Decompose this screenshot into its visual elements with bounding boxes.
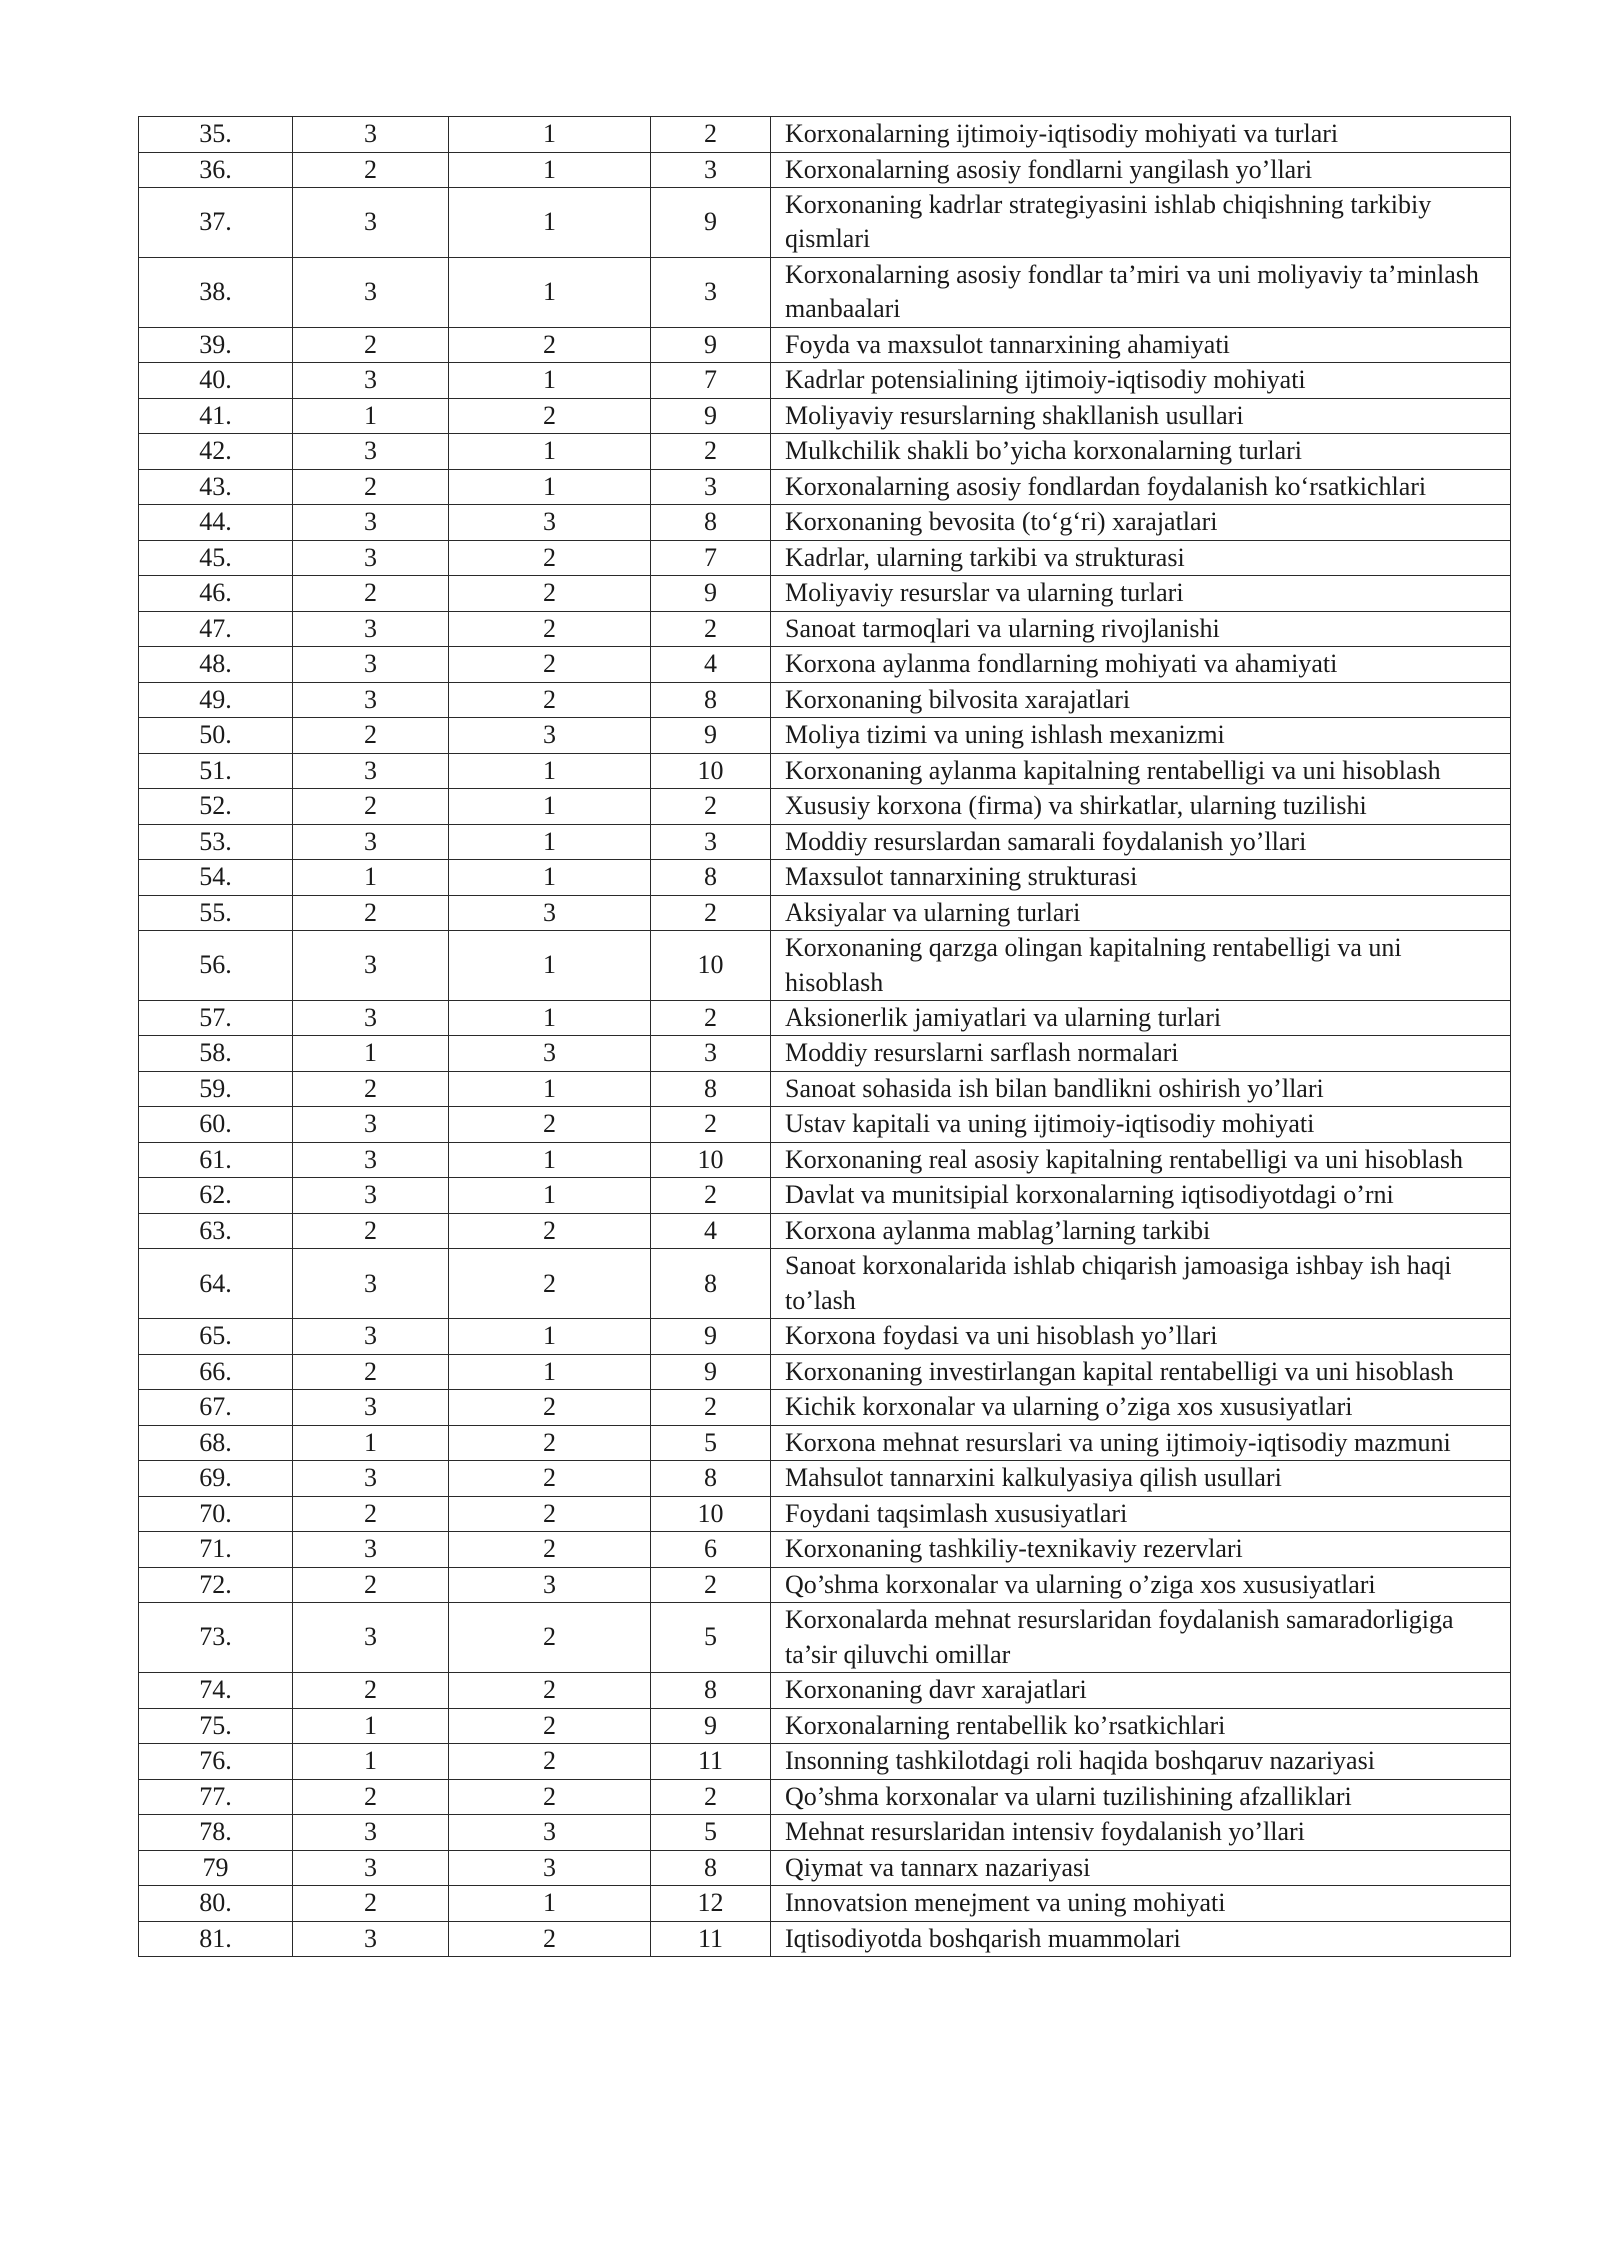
column-c-cell: 8 <box>651 682 771 718</box>
column-a-cell: 1 <box>293 398 449 434</box>
column-a-cell: 3 <box>293 1107 449 1143</box>
table-row <box>139 1142 1511 1178</box>
topic-cell: Moliyaviy resurslar va ularning turlari <box>771 576 1511 612</box>
row-number-cell: 80. <box>139 1886 293 1922</box>
row-number-cell: 78. <box>139 1815 293 1851</box>
column-b-cell: 1 <box>449 860 651 896</box>
column-c-cell: 2 <box>651 1107 771 1143</box>
column-a-cell: 1 <box>293 860 449 896</box>
topic-cell: Iqtisodiyotda boshqarish muammolari <box>771 1921 1511 1957</box>
column-b-cell: 3 <box>449 1850 651 1886</box>
column-c-cell: 2 <box>651 434 771 470</box>
column-b-cell: 2 <box>449 327 651 363</box>
topic-cell: Mulkchilik shakli bo’yicha korxonalarning turlari <box>771 434 1511 470</box>
row-number-cell: 74. <box>139 1673 293 1709</box>
topic-cell: Korxonaning tashkiliy-texnikaviy rezervlari <box>771 1532 1511 1568</box>
column-c-cell: 11 <box>651 1921 771 1957</box>
column-c-cell: 3 <box>651 824 771 860</box>
column-b-cell: 1 <box>449 753 651 789</box>
topic-cell: Moliya tizimi va uning ishlash mexanizmi <box>771 718 1511 754</box>
row-number-cell: 44. <box>139 505 293 541</box>
table-row <box>139 824 1511 860</box>
row-number-cell: 41. <box>139 398 293 434</box>
column-c-cell: 8 <box>651 1461 771 1497</box>
row-number-cell: 73. <box>139 1603 293 1673</box>
table-row <box>139 1107 1511 1143</box>
table-row <box>139 1425 1511 1461</box>
table-row <box>139 257 1511 327</box>
column-b-cell: 3 <box>449 1815 651 1851</box>
table-body <box>139 117 1511 1957</box>
column-b-cell: 1 <box>449 257 651 327</box>
column-b-cell: 1 <box>449 1319 651 1355</box>
column-c-cell: 7 <box>651 540 771 576</box>
row-number-cell: 39. <box>139 327 293 363</box>
column-b-cell: 2 <box>449 1107 651 1143</box>
row-number-cell: 37. <box>139 188 293 258</box>
table-row <box>139 789 1511 825</box>
column-a-cell: 2 <box>293 1213 449 1249</box>
column-a-cell: 3 <box>293 931 449 1001</box>
table-row <box>139 469 1511 505</box>
column-c-cell: 6 <box>651 1532 771 1568</box>
topic-cell: Aksiyalar va ularning turlari <box>771 895 1511 931</box>
row-number-cell: 47. <box>139 611 293 647</box>
row-number-cell: 77. <box>139 1779 293 1815</box>
row-number-cell: 35. <box>139 117 293 153</box>
column-b-cell: 2 <box>449 647 651 683</box>
row-number-cell: 81. <box>139 1921 293 1957</box>
column-c-cell: 10 <box>651 931 771 1001</box>
column-a-cell: 2 <box>293 327 449 363</box>
column-b-cell: 2 <box>449 1461 651 1497</box>
table-row <box>139 1708 1511 1744</box>
column-b-cell: 1 <box>449 152 651 188</box>
column-b-cell: 2 <box>449 576 651 612</box>
column-b-cell: 1 <box>449 1178 651 1214</box>
column-b-cell: 1 <box>449 1354 651 1390</box>
topic-cell: Kadrlar potensialining ijtimoiy-iqtisodiy mohiyati <box>771 363 1511 399</box>
topic-cell: Korxonalarda mehnat resurslaridan foydalanish samaradorligiga ta’sir qiluvchi omillar <box>771 1603 1511 1673</box>
row-number-cell: 59. <box>139 1071 293 1107</box>
column-b-cell: 2 <box>449 398 651 434</box>
table-row <box>139 1249 1511 1319</box>
table-row <box>139 188 1511 258</box>
column-c-cell: 7 <box>651 363 771 399</box>
topic-cell: Mahsulot tannarxini kalkulyasiya qilish usullari <box>771 1461 1511 1497</box>
column-a-cell: 3 <box>293 257 449 327</box>
column-b-cell: 3 <box>449 1567 651 1603</box>
row-number-cell: 67. <box>139 1390 293 1426</box>
column-a-cell: 2 <box>293 152 449 188</box>
topic-cell: Korxonaning qarzga olingan kapitalning rentabelligi va uni hisoblash <box>771 931 1511 1001</box>
topic-cell: Korxonalarning rentabellik ko’rsatkichlari <box>771 1708 1511 1744</box>
topic-cell: Aksionerlik jamiyatlari va ularning turlari <box>771 1000 1511 1036</box>
column-a-cell: 2 <box>293 1673 449 1709</box>
topic-cell: Korxona mehnat resurslari va uning ijtimoiy-iqtisodiy mazmuni <box>771 1425 1511 1461</box>
topic-cell: Korxona aylanma fondlarning mohiyati va ahamiyati <box>771 647 1511 683</box>
column-a-cell: 3 <box>293 434 449 470</box>
column-a-cell: 3 <box>293 363 449 399</box>
column-c-cell: 11 <box>651 1744 771 1780</box>
column-c-cell: 2 <box>651 1567 771 1603</box>
column-a-cell: 3 <box>293 611 449 647</box>
column-c-cell: 2 <box>651 895 771 931</box>
table-row <box>139 1886 1511 1922</box>
column-a-cell: 3 <box>293 647 449 683</box>
table-row <box>139 753 1511 789</box>
column-b-cell: 1 <box>449 931 651 1001</box>
table-row <box>139 1850 1511 1886</box>
row-number-cell: 42. <box>139 434 293 470</box>
table-row <box>139 117 1511 153</box>
table-row <box>139 895 1511 931</box>
topic-cell: Korxonaning bevosita (to‘g‘ri) xarajatlari <box>771 505 1511 541</box>
table-row <box>139 1567 1511 1603</box>
row-number-cell: 71. <box>139 1532 293 1568</box>
column-a-cell: 2 <box>293 1496 449 1532</box>
topic-cell: Sanoat tarmoqlari va ularning rivojlanishi <box>771 611 1511 647</box>
row-number-cell: 54. <box>139 860 293 896</box>
row-number-cell: 43. <box>139 469 293 505</box>
column-a-cell: 3 <box>293 1461 449 1497</box>
column-c-cell: 3 <box>651 1036 771 1072</box>
column-b-cell: 2 <box>449 1249 651 1319</box>
table-row <box>139 1496 1511 1532</box>
column-c-cell: 2 <box>651 1178 771 1214</box>
row-number-cell: 38. <box>139 257 293 327</box>
topic-cell: Korxonaning aylanma kapitalning rentabelligi va uni hisoblash <box>771 753 1511 789</box>
column-b-cell: 2 <box>449 1921 651 1957</box>
column-c-cell: 9 <box>651 576 771 612</box>
column-a-cell: 3 <box>293 1390 449 1426</box>
column-a-cell: 2 <box>293 789 449 825</box>
topic-cell: Davlat va munitsipial korxonalarning iqtisodiyotdagi o’rni <box>771 1178 1511 1214</box>
column-b-cell: 2 <box>449 1779 651 1815</box>
table-row <box>139 434 1511 470</box>
column-b-cell: 2 <box>449 682 651 718</box>
topic-cell: Korxonalarning asosiy fondlardan foydalanish ko‘rsatkichlari <box>771 469 1511 505</box>
row-number-cell: 76. <box>139 1744 293 1780</box>
column-a-cell: 1 <box>293 1744 449 1780</box>
row-number-cell: 66. <box>139 1354 293 1390</box>
topic-cell: Foyda va maxsulot tannarxining ahamiyati <box>771 327 1511 363</box>
topic-cell: Korxonalarning asosiy fondlarni yangilash yo’llari <box>771 152 1511 188</box>
column-c-cell: 9 <box>651 1319 771 1355</box>
table-row <box>139 1603 1511 1673</box>
row-number-cell: 64. <box>139 1249 293 1319</box>
table-row <box>139 1744 1511 1780</box>
column-c-cell: 9 <box>651 327 771 363</box>
table-row <box>139 1071 1511 1107</box>
table-row <box>139 1213 1511 1249</box>
column-c-cell: 8 <box>651 860 771 896</box>
row-number-cell: 51. <box>139 753 293 789</box>
column-c-cell: 2 <box>651 1390 771 1426</box>
column-b-cell: 2 <box>449 540 651 576</box>
column-b-cell: 1 <box>449 469 651 505</box>
column-a-cell: 3 <box>293 1603 449 1673</box>
column-c-cell: 8 <box>651 1249 771 1319</box>
column-c-cell: 3 <box>651 469 771 505</box>
column-c-cell: 8 <box>651 1673 771 1709</box>
row-number-cell: 72. <box>139 1567 293 1603</box>
topic-cell: Innovatsion menejment va uning mohiyati <box>771 1886 1511 1922</box>
topic-cell: Korxonalarning ijtimoiy-iqtisodiy mohiyati va turlari <box>771 117 1511 153</box>
column-b-cell: 2 <box>449 1708 651 1744</box>
column-c-cell: 9 <box>651 188 771 258</box>
column-a-cell: 2 <box>293 1071 449 1107</box>
column-a-cell: 3 <box>293 682 449 718</box>
column-b-cell: 1 <box>449 1000 651 1036</box>
table-row <box>139 505 1511 541</box>
table-row <box>139 363 1511 399</box>
row-number-cell: 70. <box>139 1496 293 1532</box>
topic-cell: Korxona aylanma mablag’larning tarkibi <box>771 1213 1511 1249</box>
topic-cell: Mehnat resurslaridan intensiv foydalanish yo’llari <box>771 1815 1511 1851</box>
questions-table <box>138 116 1511 1957</box>
table-row <box>139 682 1511 718</box>
row-number-cell: 63. <box>139 1213 293 1249</box>
column-c-cell: 2 <box>651 611 771 647</box>
row-number-cell: 60. <box>139 1107 293 1143</box>
column-c-cell: 8 <box>651 1850 771 1886</box>
column-b-cell: 2 <box>449 1673 651 1709</box>
table-row <box>139 152 1511 188</box>
topic-cell: Maxsulot tannarxining strukturasi <box>771 860 1511 896</box>
topic-cell: Kichik korxonalar va ularning o’ziga xos xususiyatlari <box>771 1390 1511 1426</box>
column-a-cell: 2 <box>293 895 449 931</box>
column-a-cell: 1 <box>293 1425 449 1461</box>
row-number-cell: 50. <box>139 718 293 754</box>
row-number-cell: 48. <box>139 647 293 683</box>
column-a-cell: 3 <box>293 505 449 541</box>
table-row <box>139 398 1511 434</box>
table-row <box>139 327 1511 363</box>
column-a-cell: 2 <box>293 718 449 754</box>
column-c-cell: 8 <box>651 1071 771 1107</box>
table-row <box>139 1673 1511 1709</box>
table-row <box>139 1461 1511 1497</box>
table-row <box>139 1036 1511 1072</box>
topic-cell: Ustav kapitali va uning ijtimoiy-iqtisodiy mohiyati <box>771 1107 1511 1143</box>
topic-cell: Korxona foydasi va uni hisoblash yo’llari <box>771 1319 1511 1355</box>
column-b-cell: 1 <box>449 188 651 258</box>
column-a-cell: 2 <box>293 576 449 612</box>
row-number-cell: 69. <box>139 1461 293 1497</box>
column-c-cell: 2 <box>651 1779 771 1815</box>
column-c-cell: 2 <box>651 1000 771 1036</box>
row-number-cell: 65. <box>139 1319 293 1355</box>
column-b-cell: 1 <box>449 824 651 860</box>
row-number-cell: 45. <box>139 540 293 576</box>
column-b-cell: 1 <box>449 117 651 153</box>
topic-cell: Qo’shma korxonalar va ularning o’ziga xos xususiyatlari <box>771 1567 1511 1603</box>
column-c-cell: 10 <box>651 1142 771 1178</box>
row-number-cell: 53. <box>139 824 293 860</box>
column-a-cell: 3 <box>293 1532 449 1568</box>
row-number-cell: 62. <box>139 1178 293 1214</box>
topic-cell: Qiymat va tannarx nazariyasi <box>771 1850 1511 1886</box>
table-row <box>139 1779 1511 1815</box>
column-b-cell: 2 <box>449 1496 651 1532</box>
row-number-cell: 40. <box>139 363 293 399</box>
column-c-cell: 2 <box>651 789 771 825</box>
column-c-cell: 9 <box>651 1354 771 1390</box>
column-a-cell: 2 <box>293 1886 449 1922</box>
column-a-cell: 2 <box>293 1354 449 1390</box>
column-b-cell: 3 <box>449 718 651 754</box>
column-c-cell: 4 <box>651 647 771 683</box>
column-c-cell: 2 <box>651 117 771 153</box>
row-number-cell: 46. <box>139 576 293 612</box>
row-number-cell: 75. <box>139 1708 293 1744</box>
column-b-cell: 3 <box>449 505 651 541</box>
column-b-cell: 1 <box>449 1142 651 1178</box>
column-b-cell: 2 <box>449 1390 651 1426</box>
column-a-cell: 3 <box>293 1319 449 1355</box>
row-number-cell: 79 <box>139 1850 293 1886</box>
column-b-cell: 1 <box>449 789 651 825</box>
topic-cell: Korxonalarning asosiy fondlar ta’miri va uni moliyaviy ta’minlash manbaalari <box>771 257 1511 327</box>
column-c-cell: 9 <box>651 1708 771 1744</box>
row-number-cell: 52. <box>139 789 293 825</box>
table-row <box>139 576 1511 612</box>
topic-cell: Foydani taqsimlash xususiyatlari <box>771 1496 1511 1532</box>
topic-cell: Qo’shma korxonalar va ularni tuzilishining afzalliklari <box>771 1779 1511 1815</box>
topic-cell: Moliyaviy resurslarning shakllanish usullari <box>771 398 1511 434</box>
column-a-cell: 3 <box>293 117 449 153</box>
column-a-cell: 3 <box>293 1249 449 1319</box>
column-a-cell: 3 <box>293 188 449 258</box>
column-a-cell: 3 <box>293 1850 449 1886</box>
table-row <box>139 718 1511 754</box>
column-b-cell: 2 <box>449 1744 651 1780</box>
row-number-cell: 55. <box>139 895 293 931</box>
column-b-cell: 1 <box>449 363 651 399</box>
topic-cell: Moddiy resurslarni sarflash normalari <box>771 1036 1511 1072</box>
topic-cell: Kadrlar, ularning tarkibi va strukturasi <box>771 540 1511 576</box>
row-number-cell: 36. <box>139 152 293 188</box>
topic-cell: Sanoat korxonalarida ishlab chiqarish jamoasiga ishbay ish haqi to’lash <box>771 1249 1511 1319</box>
column-b-cell: 3 <box>449 895 651 931</box>
column-a-cell: 1 <box>293 1036 449 1072</box>
topic-cell: Korxonaning investirlangan kapital rentabelligi va uni hisoblash <box>771 1354 1511 1390</box>
column-c-cell: 9 <box>651 398 771 434</box>
table-row <box>139 1319 1511 1355</box>
topic-cell: Korxonaning davr xarajatlari <box>771 1673 1511 1709</box>
column-c-cell: 9 <box>651 718 771 754</box>
column-b-cell: 1 <box>449 434 651 470</box>
column-a-cell: 3 <box>293 753 449 789</box>
row-number-cell: 56. <box>139 931 293 1001</box>
table-row <box>139 647 1511 683</box>
column-c-cell: 4 <box>651 1213 771 1249</box>
table-row <box>139 1178 1511 1214</box>
topic-cell: Korxonaning kadrlar strategiyasini ishlab chiqishning tarkibiy qismlari <box>771 188 1511 258</box>
column-c-cell: 5 <box>651 1425 771 1461</box>
column-a-cell: 3 <box>293 1921 449 1957</box>
column-a-cell: 1 <box>293 1708 449 1744</box>
topic-cell: Sanoat sohasida ish bilan bandlikni oshirish yo’llari <box>771 1071 1511 1107</box>
table-row <box>139 1354 1511 1390</box>
row-number-cell: 61. <box>139 1142 293 1178</box>
column-a-cell: 3 <box>293 824 449 860</box>
column-b-cell: 3 <box>449 1036 651 1072</box>
row-number-cell: 58. <box>139 1036 293 1072</box>
table-row <box>139 1815 1511 1851</box>
column-c-cell: 3 <box>651 152 771 188</box>
topic-cell: Korxonaning real asosiy kapitalning rentabelligi va uni hisoblash <box>771 1142 1511 1178</box>
column-b-cell: 2 <box>449 1603 651 1673</box>
column-c-cell: 3 <box>651 257 771 327</box>
column-c-cell: 8 <box>651 505 771 541</box>
row-number-cell: 57. <box>139 1000 293 1036</box>
column-c-cell: 10 <box>651 753 771 789</box>
topic-cell: Xususiy korxona (firma) va shirkatlar, ularning tuzilishi <box>771 789 1511 825</box>
column-a-cell: 2 <box>293 1567 449 1603</box>
column-c-cell: 5 <box>651 1603 771 1673</box>
column-b-cell: 2 <box>449 1213 651 1249</box>
table-row <box>139 860 1511 896</box>
table-row <box>139 1390 1511 1426</box>
table-row <box>139 1532 1511 1568</box>
table-row <box>139 540 1511 576</box>
topic-cell: Korxonaning bilvosita xarajatlari <box>771 682 1511 718</box>
topic-cell: Insonning tashkilotdagi roli haqida boshqaruv nazariyasi <box>771 1744 1511 1780</box>
column-a-cell: 3 <box>293 1142 449 1178</box>
table-row <box>139 611 1511 647</box>
column-b-cell: 1 <box>449 1886 651 1922</box>
column-a-cell: 3 <box>293 1000 449 1036</box>
column-b-cell: 2 <box>449 1425 651 1461</box>
column-c-cell: 5 <box>651 1815 771 1851</box>
column-c-cell: 12 <box>651 1886 771 1922</box>
row-number-cell: 68. <box>139 1425 293 1461</box>
column-a-cell: 2 <box>293 1779 449 1815</box>
column-c-cell: 10 <box>651 1496 771 1532</box>
table-row <box>139 1000 1511 1036</box>
table-row <box>139 931 1511 1001</box>
column-a-cell: 2 <box>293 469 449 505</box>
table-row <box>139 1921 1511 1957</box>
topic-cell: Moddiy resurslardan samarali foydalanish yo’llari <box>771 824 1511 860</box>
column-b-cell: 2 <box>449 1532 651 1568</box>
column-a-cell: 3 <box>293 540 449 576</box>
row-number-cell: 49. <box>139 682 293 718</box>
column-a-cell: 3 <box>293 1178 449 1214</box>
column-a-cell: 3 <box>293 1815 449 1851</box>
column-b-cell: 1 <box>449 1071 651 1107</box>
column-b-cell: 2 <box>449 611 651 647</box>
